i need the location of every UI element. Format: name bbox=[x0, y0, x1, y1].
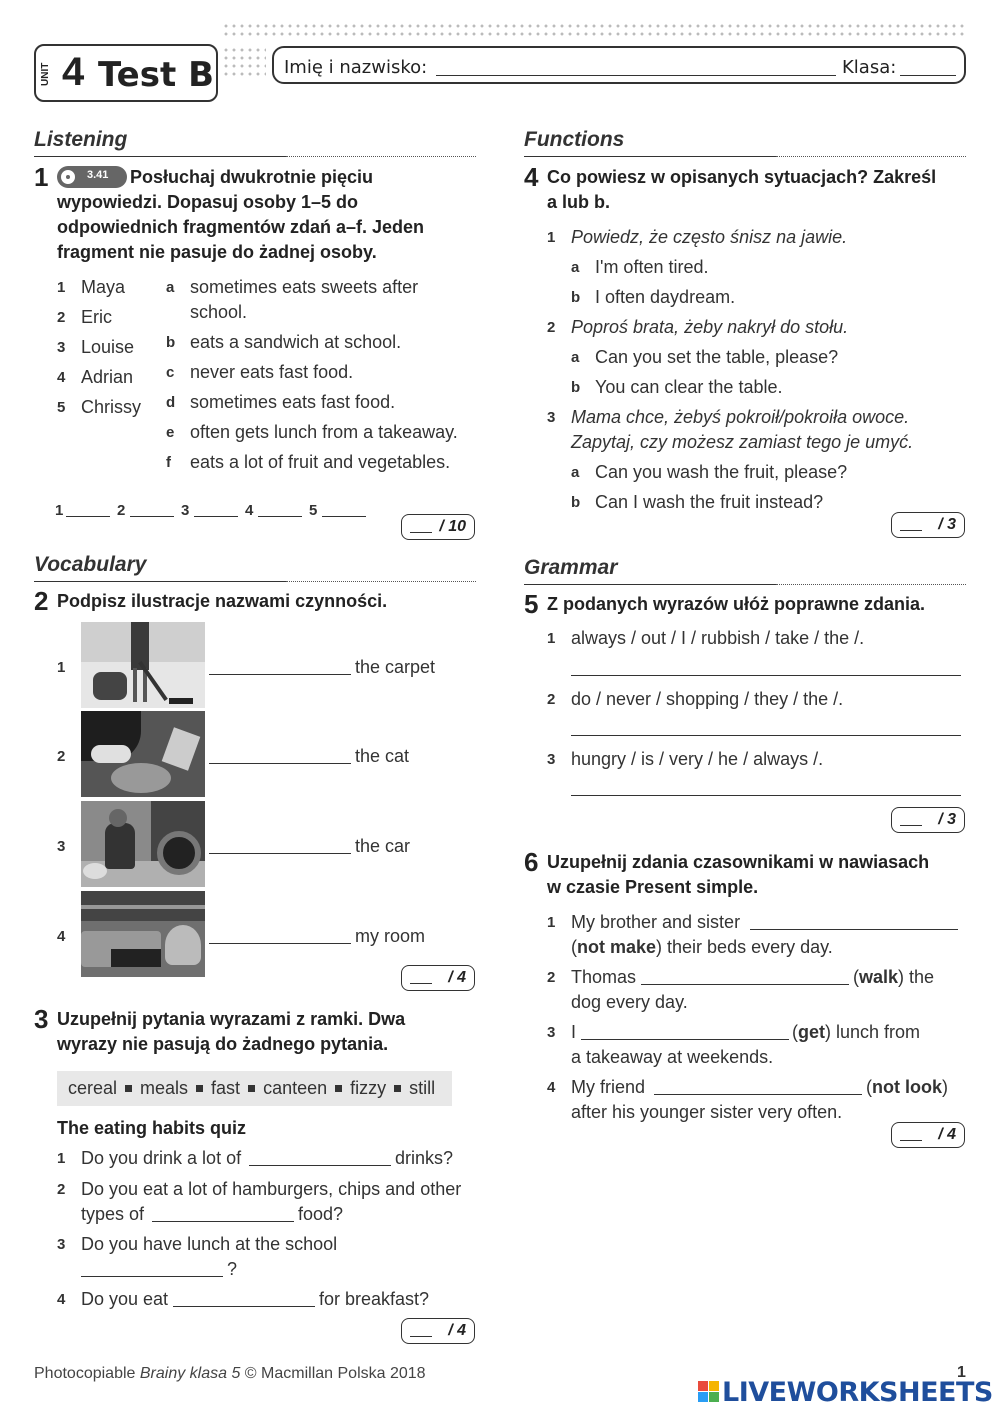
ex6-instruction-line: Uzupełnij zdania czasownikami w nawiasach bbox=[547, 852, 930, 872]
option-text: eats a sandwich at school. bbox=[190, 332, 402, 352]
choice-letter: a bbox=[571, 259, 580, 276]
word-box bbox=[57, 1071, 452, 1106]
choice-b[interactable]: Can I wash the fruit instead? bbox=[595, 492, 824, 512]
ex4-instruction-line: a lub b. bbox=[547, 192, 610, 212]
item-number: 3 bbox=[547, 1024, 556, 1041]
situation-prompt: Poproś brata, żeby nakrył do stołu. bbox=[571, 317, 849, 337]
score-box[interactable]: / 10 bbox=[401, 514, 475, 540]
question-text: drinks? bbox=[395, 1148, 454, 1168]
person-name: Eric bbox=[81, 307, 112, 327]
choice-letter: a bbox=[571, 464, 580, 481]
question-text: food? bbox=[298, 1204, 344, 1224]
audio-track-badge[interactable] bbox=[57, 166, 127, 188]
unit-test-badge bbox=[34, 44, 218, 102]
situation-prompt: Mama chce, żebyś pokroił/pokroiła owoce. bbox=[571, 407, 910, 427]
listening-title: Listening bbox=[34, 128, 128, 151]
ex2-instruction: Podpisz ilustracje nazwami czynności. bbox=[57, 591, 388, 611]
word: fast bbox=[211, 1078, 241, 1098]
person-name: Louise bbox=[81, 337, 135, 357]
name-field[interactable] bbox=[436, 75, 836, 76]
word-list bbox=[68, 1076, 435, 1101]
answer-field[interactable] bbox=[258, 516, 302, 517]
photo-washing-car bbox=[81, 801, 205, 887]
quiz-title: The eating habits quiz bbox=[57, 1118, 247, 1138]
question-text: types of bbox=[81, 1204, 145, 1224]
ex1-instruction-line: odpowiednich fragmentów zdań a–f. Jeden bbox=[57, 217, 425, 237]
item-number: 3 bbox=[57, 838, 66, 855]
score-box[interactable]: / 4 bbox=[401, 1318, 475, 1344]
vocabulary-dotted-line bbox=[286, 581, 476, 582]
option-text: eats a lot of fruit and vegetables. bbox=[190, 452, 451, 472]
ex2-number: 2 bbox=[34, 586, 49, 616]
answer-field[interactable] bbox=[81, 1276, 223, 1277]
answer-field[interactable] bbox=[654, 1094, 862, 1095]
option-letter: d bbox=[166, 394, 176, 411]
item-text: I bbox=[571, 1022, 577, 1042]
choice-letter: a bbox=[571, 349, 580, 366]
listening-underline bbox=[34, 156, 286, 157]
choice-a[interactable]: I'm often tired. bbox=[595, 257, 709, 277]
class-label: Klasa: bbox=[842, 57, 897, 78]
person-number: 3 bbox=[57, 339, 66, 356]
answer-field[interactable] bbox=[209, 853, 351, 854]
question-text: Do you eat a lot of hamburgers, chips and other bbox=[81, 1179, 462, 1199]
word: cereal bbox=[68, 1078, 118, 1098]
unit-label: UNIT bbox=[40, 62, 51, 86]
answer-field[interactable] bbox=[581, 1039, 789, 1040]
choice-a[interactable]: Can you set the table, please? bbox=[595, 347, 839, 367]
person-number: 4 bbox=[57, 369, 66, 386]
dot-pattern-top bbox=[222, 22, 968, 40]
item-number: 1 bbox=[547, 914, 556, 931]
question-text: for breakfast? bbox=[319, 1289, 430, 1309]
question-text: ? bbox=[227, 1259, 238, 1279]
dot-pattern-left bbox=[222, 46, 266, 80]
photo-tidying-room bbox=[81, 891, 205, 977]
word: fizzy bbox=[350, 1078, 387, 1098]
ex5-number: 5 bbox=[524, 589, 539, 619]
grammar-title: Grammar bbox=[524, 556, 618, 579]
answer-field[interactable] bbox=[750, 929, 958, 930]
ex4-number: 4 bbox=[524, 162, 539, 192]
choice-letter: b bbox=[571, 289, 581, 306]
ex1-instruction-line: wypowiedzi. Dopasuj osoby 1–5 do bbox=[57, 192, 359, 212]
option-letter: b bbox=[166, 334, 176, 351]
ex1-instruction-line: Posłuchaj dwukrotnie pięciu bbox=[130, 167, 374, 187]
item-number: 4 bbox=[547, 1079, 556, 1096]
choice-letter: b bbox=[571, 494, 581, 511]
answer-number: 3 bbox=[181, 502, 190, 519]
answer-number: 5 bbox=[309, 502, 318, 519]
ex3-number: 3 bbox=[34, 1004, 49, 1034]
option-letter: e bbox=[166, 424, 175, 441]
item-text: My brother and sister bbox=[571, 912, 741, 932]
item-number: 3 bbox=[547, 751, 556, 768]
item-text: a takeaway at weekends. bbox=[571, 1047, 774, 1067]
ex3-instruction-line: wyrazy nie pasują do żadnego pytania. bbox=[57, 1034, 389, 1054]
answer-number: 1 bbox=[55, 502, 64, 519]
item-text: do / never / shopping / they / the /. bbox=[571, 689, 844, 709]
item-text: the car bbox=[355, 836, 411, 856]
word: still bbox=[409, 1078, 436, 1098]
item-number: 1 bbox=[547, 630, 556, 647]
answer-field[interactable] bbox=[249, 1165, 391, 1166]
question-number: 2 bbox=[57, 1181, 66, 1198]
liveworksheets-brand: LIVEWORKSHEETS bbox=[722, 1377, 993, 1408]
option-letter: a bbox=[166, 279, 175, 296]
liveworksheets-logo-icon bbox=[698, 1381, 720, 1403]
answer-field[interactable] bbox=[66, 516, 110, 517]
answer-field[interactable] bbox=[209, 763, 351, 764]
question-number: 3 bbox=[57, 1236, 66, 1253]
score-box[interactable]: / 4 bbox=[401, 965, 475, 991]
option-text: never eats fast food. bbox=[190, 362, 354, 382]
person-name: Maya bbox=[81, 277, 126, 297]
item-number: 4 bbox=[57, 928, 66, 945]
item-number: 2 bbox=[547, 969, 556, 986]
class-field[interactable] bbox=[900, 75, 956, 76]
ex1-number: 1 bbox=[34, 162, 49, 192]
item-text: the carpet bbox=[355, 657, 436, 677]
answer-field[interactable] bbox=[571, 795, 961, 796]
unit-number: 4 bbox=[62, 50, 85, 94]
situation-prompt: Powiedz, że często śnisz na jawie. bbox=[571, 227, 848, 247]
functions-dotted-line bbox=[776, 156, 966, 157]
answer-field[interactable] bbox=[130, 516, 174, 517]
person-number: 2 bbox=[57, 309, 66, 326]
question-text: Do you have lunch at the school bbox=[81, 1234, 338, 1254]
option-text: school. bbox=[190, 302, 248, 322]
student-info-box bbox=[272, 46, 966, 84]
answer-field[interactable] bbox=[641, 984, 849, 985]
answer-field[interactable] bbox=[571, 735, 961, 736]
score-box[interactable]: / 3 bbox=[891, 807, 965, 833]
option-text: often gets lunch from a takeaway. bbox=[190, 422, 458, 442]
item-text: (not make) their beds every day. bbox=[571, 937, 833, 957]
question-number: 4 bbox=[57, 1291, 66, 1308]
choice-letter: b bbox=[571, 379, 581, 396]
answer-field[interactable] bbox=[152, 1221, 294, 1222]
item-text: (get) lunch from bbox=[792, 1022, 921, 1042]
copyright-text: Photocopiable Brainy klasa 5 © Macmillan Polska 2018 bbox=[34, 1365, 426, 1382]
grammar-underline bbox=[524, 584, 776, 585]
person-name: Chrissy bbox=[81, 397, 142, 417]
ex3-instruction-line: Uzupełnij pytania wyrazami z ramki. Dwa bbox=[57, 1009, 406, 1029]
item-number: 2 bbox=[57, 748, 66, 765]
option-text: sometimes eats sweets after bbox=[190, 277, 419, 297]
word: canteen bbox=[263, 1078, 328, 1098]
item-text: My friend bbox=[571, 1077, 646, 1097]
option-text: sometimes eats fast food. bbox=[190, 392, 396, 412]
page-number: 1 bbox=[957, 1364, 966, 1381]
score-box[interactable]: / 3 bbox=[891, 512, 965, 538]
name-label: Imię i nazwisko: bbox=[284, 57, 428, 78]
situation-number: 2 bbox=[547, 319, 556, 336]
choice-a[interactable]: Can you wash the fruit, please? bbox=[595, 462, 848, 482]
vocabulary-title: Vocabulary bbox=[34, 553, 147, 576]
photo-feeding-cat bbox=[81, 711, 205, 797]
item-number: 1 bbox=[57, 659, 66, 676]
functions-underline bbox=[524, 156, 776, 157]
person-number: 5 bbox=[57, 399, 66, 416]
choice-b[interactable]: I often daydream. bbox=[595, 287, 736, 307]
ex1-instruction-line: fragment nie pasuje do żadnej osoby. bbox=[57, 242, 377, 262]
cd-icon bbox=[59, 168, 77, 186]
item-text: (not look) bbox=[866, 1077, 948, 1097]
choice-b[interactable]: You can clear the table. bbox=[595, 377, 783, 397]
ex6-number: 6 bbox=[524, 847, 539, 877]
situation-number: 3 bbox=[547, 409, 556, 426]
track-number: 3.41 bbox=[87, 169, 109, 181]
photo-vacuuming bbox=[81, 622, 205, 708]
answer-field[interactable] bbox=[173, 1306, 315, 1307]
item-text: the cat bbox=[355, 746, 410, 766]
ex5-instruction: Z podanych wyrazów ułóż poprawne zdania. bbox=[547, 594, 926, 614]
question-text: Do you eat bbox=[81, 1289, 169, 1309]
person-number: 1 bbox=[57, 279, 66, 296]
test-title: Test B bbox=[98, 55, 214, 95]
answer-field[interactable] bbox=[209, 674, 351, 675]
answer-field[interactable] bbox=[571, 675, 961, 676]
ex6-instruction-line: w czasie Present simple. bbox=[547, 877, 759, 897]
item-text: after his younger sister very often. bbox=[571, 1102, 843, 1122]
item-text: (walk) the bbox=[853, 967, 935, 987]
ex4-instruction-line: Co powiesz w opisanych sytuacjach? Zakreśl bbox=[547, 167, 937, 187]
item-text: Thomas bbox=[571, 967, 637, 987]
option-letter: f bbox=[166, 454, 171, 471]
question-text: Do you drink a lot of bbox=[81, 1148, 242, 1168]
situation-number: 1 bbox=[547, 229, 556, 246]
item-text: hungry / is / very / he / always /. bbox=[571, 749, 824, 769]
word: meals bbox=[140, 1078, 189, 1098]
answer-number: 4 bbox=[245, 502, 254, 519]
answer-field[interactable] bbox=[322, 516, 366, 517]
question-number: 1 bbox=[57, 1150, 66, 1167]
vocabulary-underline bbox=[34, 581, 286, 582]
person-name: Adrian bbox=[81, 367, 134, 387]
answer-field[interactable] bbox=[209, 943, 351, 944]
answer-field[interactable] bbox=[194, 516, 238, 517]
score-box[interactable]: / 4 bbox=[891, 1122, 965, 1148]
item-number: 2 bbox=[547, 691, 556, 708]
grammar-dotted-line bbox=[776, 584, 966, 585]
listening-dotted-line bbox=[286, 156, 476, 157]
option-letter: c bbox=[166, 364, 175, 381]
item-text: always / out / I / rubbish / take / the /. bbox=[571, 628, 865, 648]
functions-title: Functions bbox=[524, 128, 625, 151]
answer-number: 2 bbox=[117, 502, 126, 519]
situation-prompt: Zapytaj, czy możesz zamiast tego je umyć. bbox=[571, 432, 914, 452]
item-text: my room bbox=[355, 926, 426, 946]
item-text: dog every day. bbox=[571, 992, 688, 1012]
